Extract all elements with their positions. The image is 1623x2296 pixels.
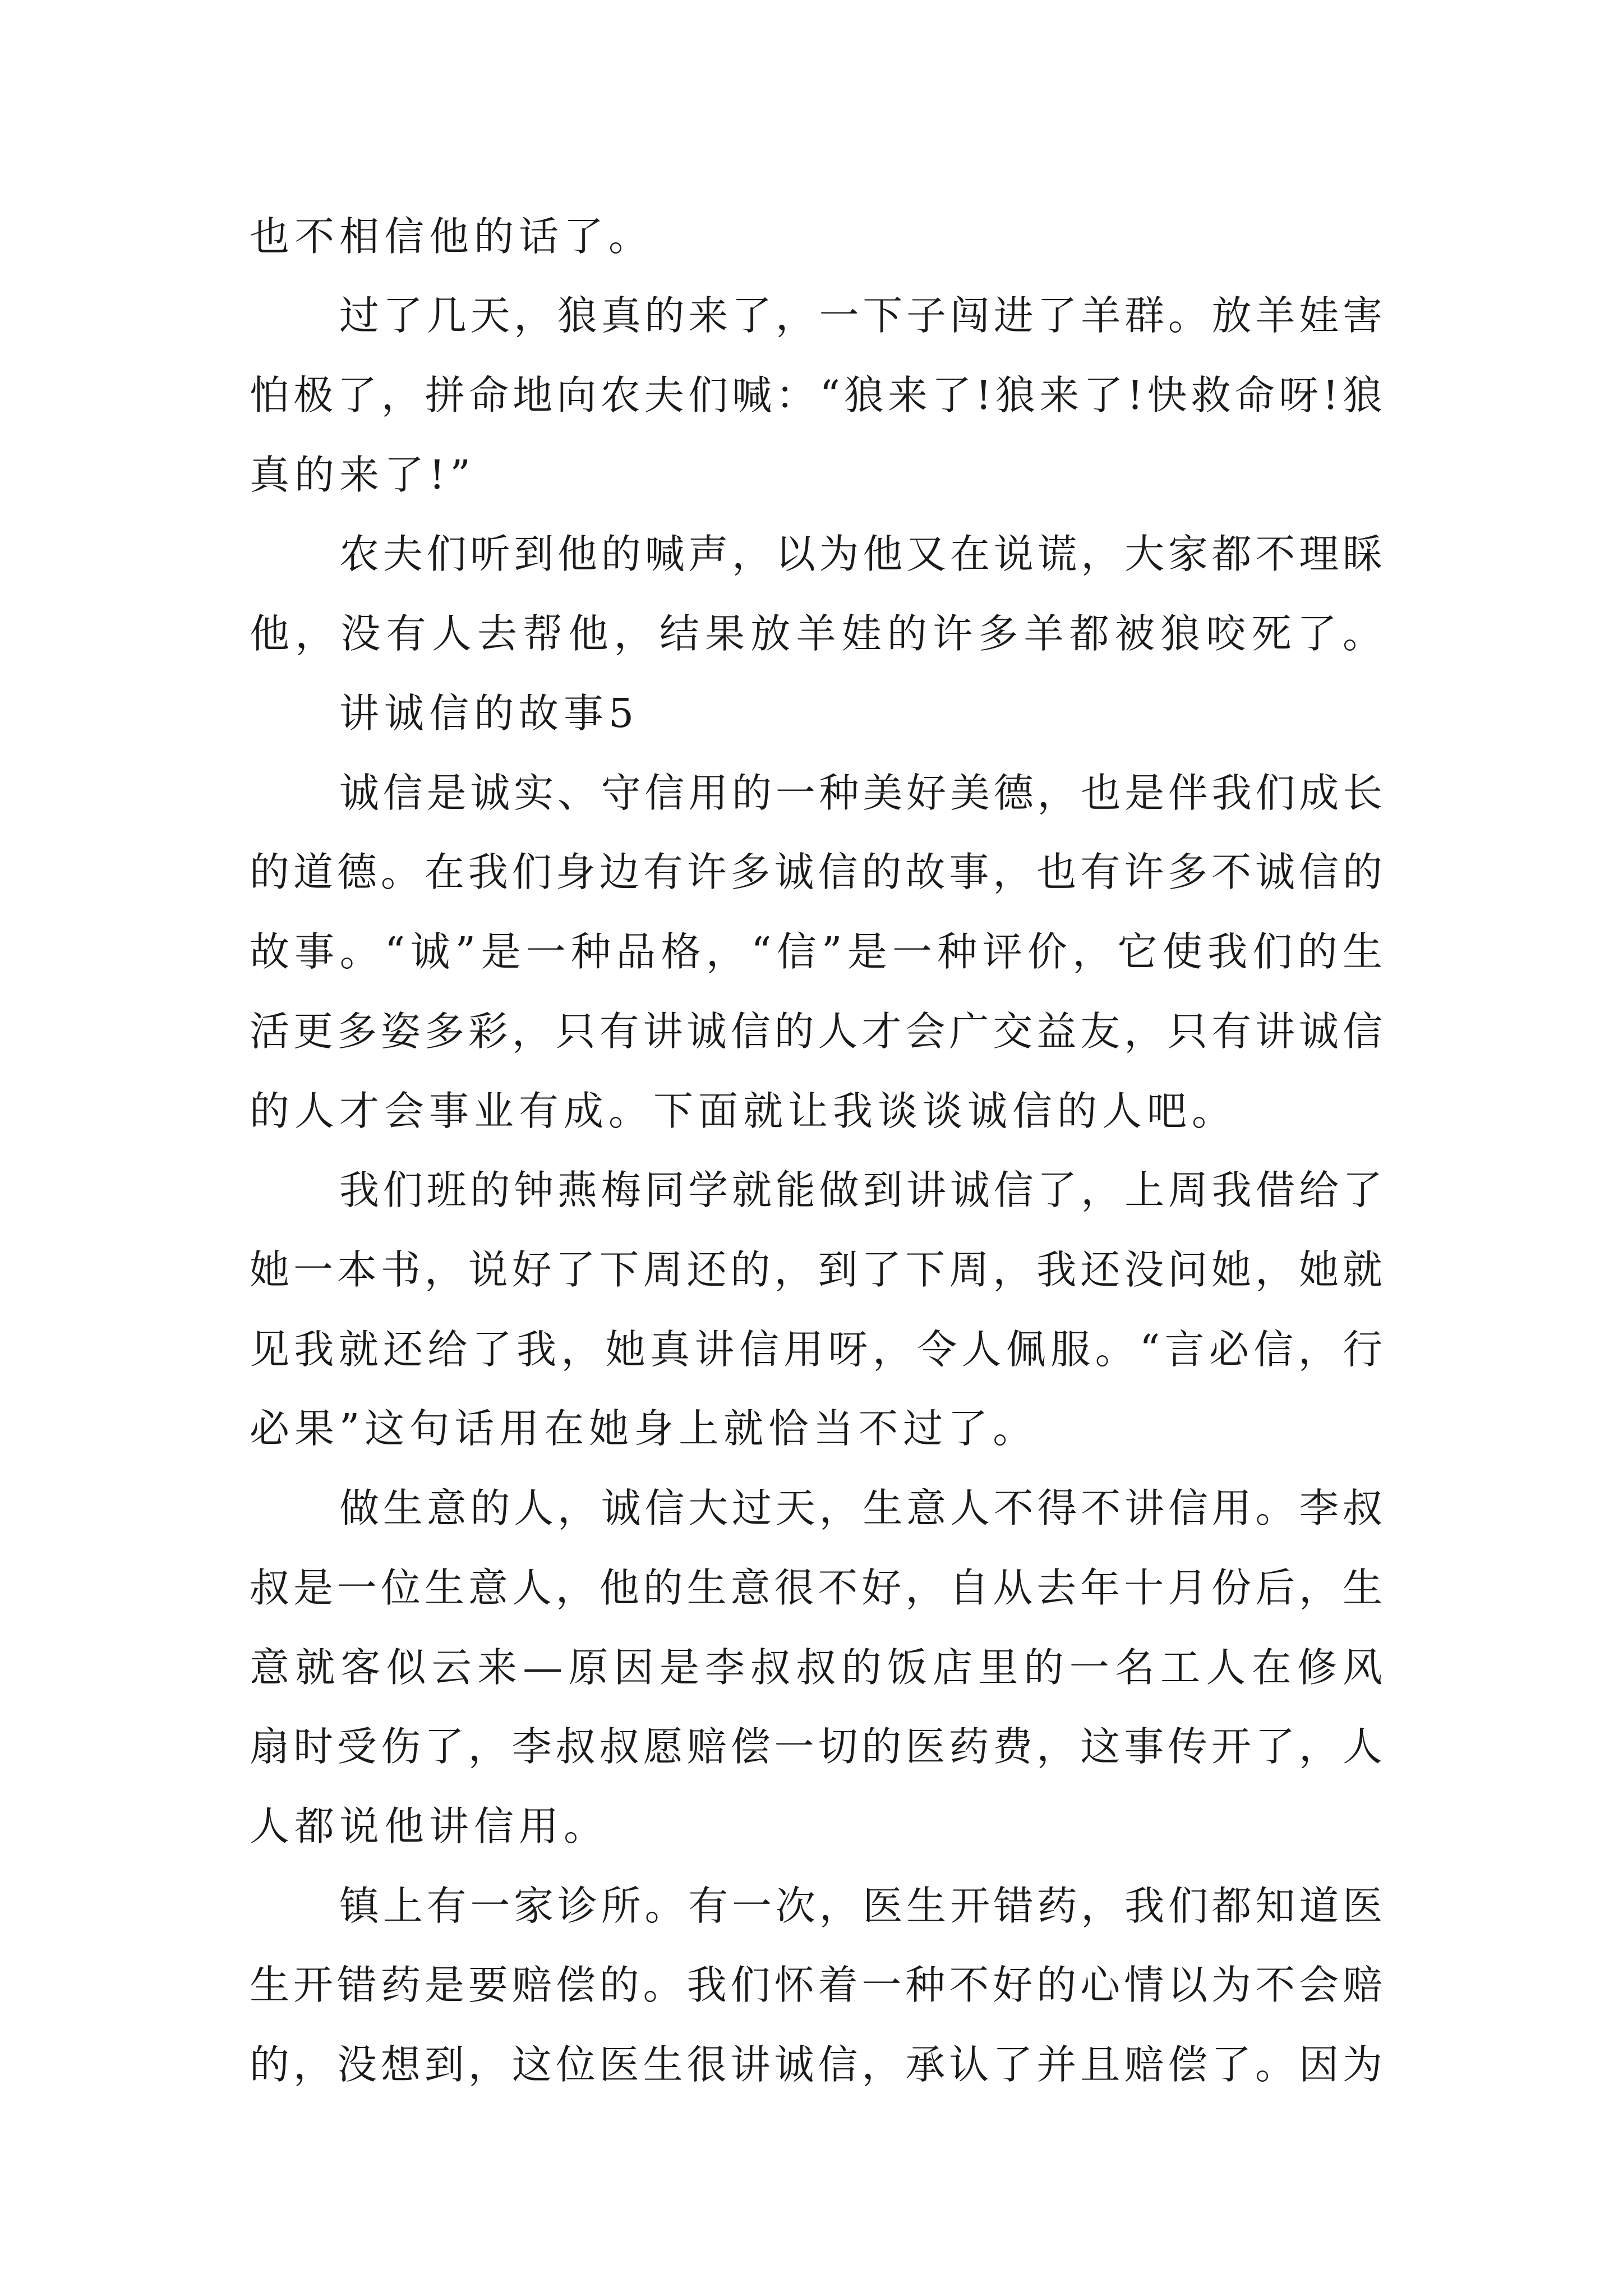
- text-line: 人都说他讲信用。: [250, 1803, 609, 1849]
- text-line: 的道德。在我们身边有许多诚信的故事，也有许多不诚信的: [250, 849, 1382, 895]
- text-line: 故事。“诚”是一种品格，“信”是一种评价，它使我们的生: [250, 928, 1382, 975]
- text-line: 生开错药是要赔偿的。我们怀着一种不好的心情以为不会赔: [250, 1962, 1382, 2008]
- paragraph-first-line: 诚信是诚实、守信用的一种美好美德，也是伴我们成长: [339, 770, 1382, 816]
- text-line: 他，没有人去帮他，结果放羊娃的许多羊都被狼咬死了。: [250, 610, 1382, 657]
- text-line: 叔是一位生意人，他的生意很不好，自从去年十月份后，生: [250, 1565, 1382, 1611]
- text-line: 怕极了，拼命地向农夫们喊：“狼来了!狼来了!快救命呀!狼: [250, 372, 1382, 418]
- text-line: 意就客似云来—原因是李叔叔的饭店里的一名工人在修风: [250, 1644, 1382, 1691]
- paragraph-first-line: 做生意的人，诚信大过天，生意人不得不讲信用。李叔: [339, 1485, 1382, 1531]
- text-line: 必果”这句话用在她身上就恰当不过了。: [250, 1405, 1038, 1452]
- text-line: 见我就还给了我，她真讲信用呀，令人佩服。“言必信，行: [250, 1326, 1382, 1373]
- text-line: 的，没想到，这位医生很讲诚信，承认了并且赔偿了。因为: [250, 2041, 1382, 2088]
- paragraph-first-line: 农夫们听到他的喊声，以为他又在说谎，大家都不理睬: [339, 531, 1382, 577]
- text-line: 真的来了!”: [250, 452, 476, 498]
- text-line: 的人才会事业有成。下面就让我谈谈诚信的人吧。: [250, 1088, 1237, 1134]
- section-heading: 讲诚信的故事5: [339, 690, 639, 737]
- paragraph-first-line: 我们班的钟燕梅同学就能做到讲诚信了，上周我借给了: [339, 1167, 1382, 1213]
- text-line: 她一本书，说好了下周还的，到了下周，我还没问她，她就: [250, 1246, 1382, 1293]
- text-line: 扇时受伤了，李叔叔愿赔偿一切的医药费，这事传开了，人: [250, 1723, 1382, 1770]
- paragraph-first-line: 过了几天，狼真的来了，一下子闯进了羊群。放羊娃害: [339, 292, 1382, 339]
- text-line: 活更多姿多彩，只有讲诚信的人才会广交益友，只有讲诚信: [250, 1008, 1382, 1055]
- text-line: 也不相信他的话了。: [250, 213, 654, 260]
- paragraph-first-line: 镇上有一家诊所。有一次，医生开错药，我们都知道医: [339, 1883, 1382, 1929]
